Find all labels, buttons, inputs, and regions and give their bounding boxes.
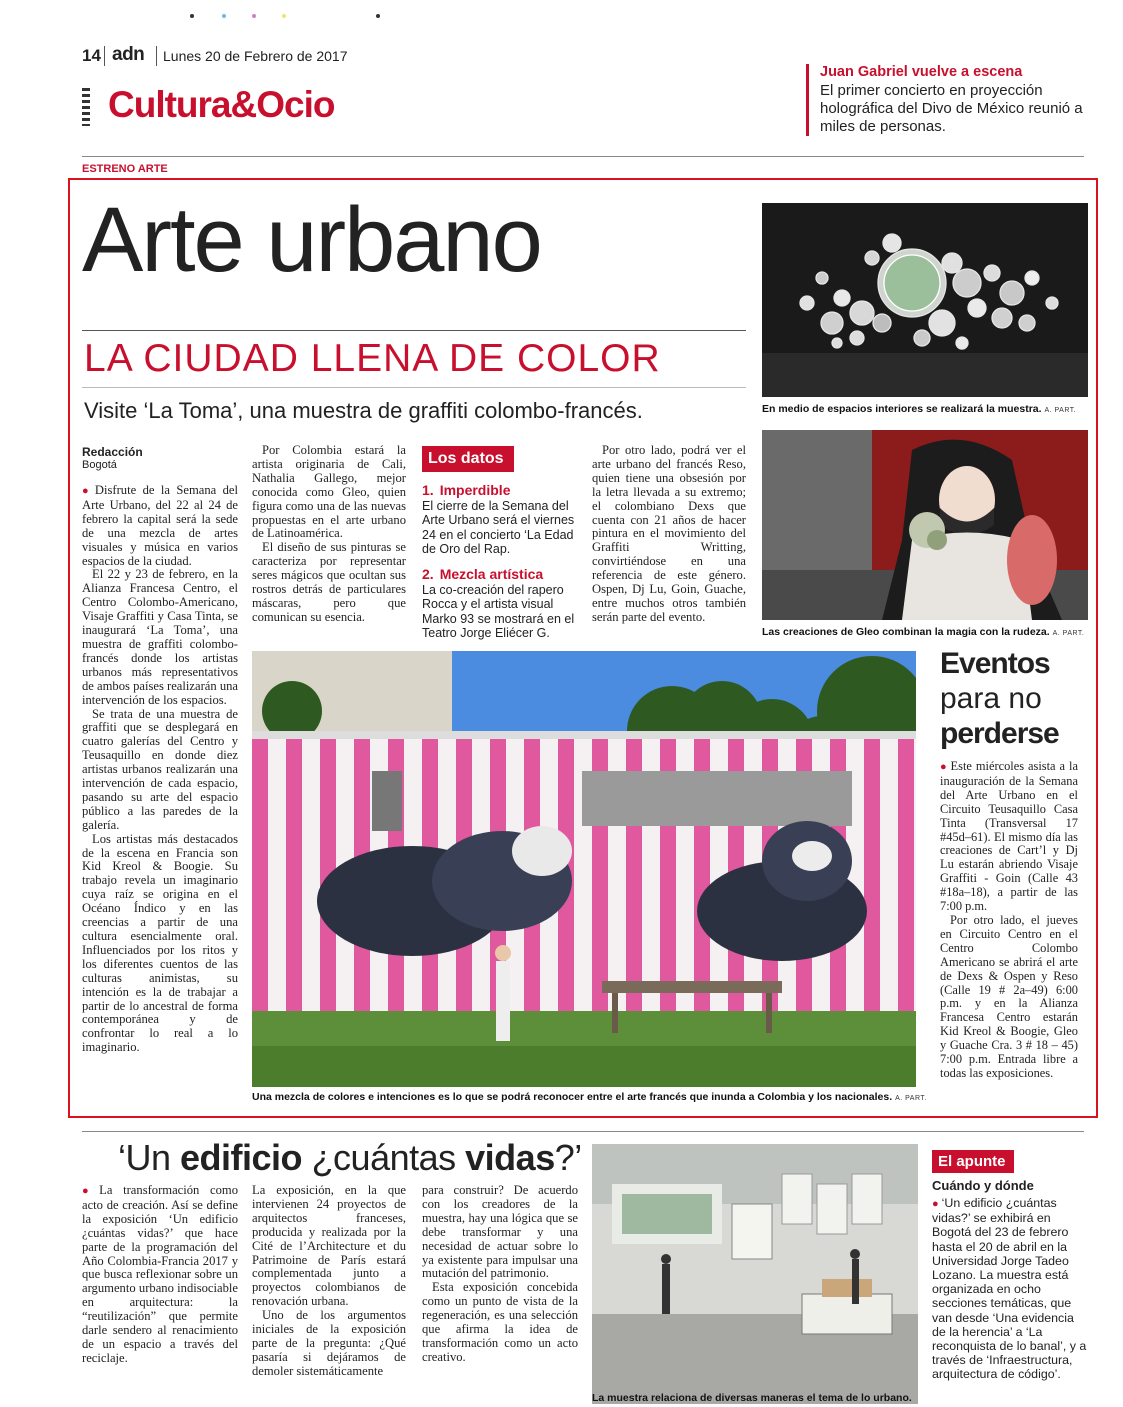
paragraph: Los artistas más destacados de la escena en Francia son Kid Kreol & Boogie. Su trabajo revela un imaginario cuya raíz se origina en el Océano Índico y en las creencias a partir de una cultura esencialmente oral. Influenciados por los ritos y los diferentes cuentos de las culturas animistas, su intención es la de trabajar a partir de lo ancestral de forma contemporánea y de confrontar lo real a lo imaginario. bbox=[82, 831, 238, 1055]
apunte-text bbox=[932, 1196, 1090, 1382]
paragraph: Por otro lado, podrá ver el arte urbano del francés Reso, quien tiene una obsesión por la letra llevada a su extremo; el colombiano Dexs que cuenta con 21 años de hacer pintura en el movimiento del Graffiti Writting, convirtiéndose en una referencia de este género. Ospen, Dj Lu, Goin, Guache, entre muchos otros también serán parte del evento. bbox=[592, 443, 746, 624]
header-divider bbox=[104, 46, 105, 66]
events-body bbox=[940, 760, 1078, 1081]
teaser-title: Juan Gabriel vuelve a escena bbox=[820, 64, 1023, 80]
section-rule bbox=[82, 1131, 1084, 1132]
paragraph: Este miércoles asista a la inauguración de la Semana del Arte Urbano en el Circuito Teusaquillo Casa Tinta (Transversal 17 #45d–61). El mismo día las creaciones de Cart’l y Dj Lu estarán abriendo Visaje Graffiti - Goin (Calle 43 #18a–18), a partir de las 7:00 p.m. bbox=[940, 759, 1078, 914]
second-column-3 bbox=[422, 1184, 578, 1365]
datos-item bbox=[422, 480, 582, 556]
headline-rule bbox=[82, 330, 746, 331]
bullet-icon: ● bbox=[82, 1185, 97, 1197]
brand-logo: adn bbox=[112, 44, 145, 65]
article-column-4 bbox=[592, 444, 746, 625]
paragraph: Disfrute de la Semana del Arte Urbano, del 22 al 24 de febrero la capital será la sede de una mezcla de artes visuales y música en varios espacios de la ciudad. bbox=[82, 483, 238, 568]
caption-text: Una mezcla de colores e intenciones es lo que se podrá reconocer entre el arte francés que inunda a Colombia y los nacionales. bbox=[252, 1091, 893, 1103]
caption-text: Las creaciones de Gleo combinan la magia con la rudeza. bbox=[762, 626, 1050, 638]
headline-part: vidas bbox=[465, 1137, 555, 1178]
paragraph: Por Colombia estará la artista originaria de Cali, Nathalia Gallego, mejor conocida como Gleo, quien figura como una de las nuevas propuestas en el arte urbano de Latinoamérica. bbox=[252, 443, 406, 541]
subheadline-rule bbox=[82, 387, 746, 388]
paragraph: ‘Un edificio ¿cuántas vidas?’ se exhibirá en Bogotá del 23 de febrero hasta el 20 de abril en la Universidad Jorge Tadeo Lozano. La muestra está organizada en ocho secciones temáticas, que van desde ‘Una evidencia de la herencia’ a ‘La reconquista de lo banal’, y a través de ‘Infraestructura, arquitectura de código’. bbox=[932, 1196, 1087, 1382]
second-column-2 bbox=[252, 1184, 406, 1379]
section-marker bbox=[82, 88, 90, 126]
bullet-icon: ● bbox=[940, 761, 948, 773]
subheadline: LA CIUDAD LLENA DE COLOR bbox=[84, 337, 661, 380]
photo-caption bbox=[762, 626, 1092, 638]
byline-location: Bogotá bbox=[82, 459, 117, 471]
bullet-icon: ● bbox=[82, 485, 92, 497]
datos-item-head: Imperdible bbox=[439, 482, 511, 498]
paragraph: Uno de los argumentos iniciales de la exposición parte de la pregunta: ¿Qué pasaría si dejáramos de demoler sistemáticamente bbox=[252, 1308, 406, 1378]
paragraph: La exposición, en la que intervienen 24 proyectos de arquitectos franceses, producida y realizada por la Cité de l’Architecture et du Patrimoine de París estará complementada junto a proyectos colombianos de renovación urbana. bbox=[252, 1183, 406, 1309]
paragraph: El 22 y 23 de febrero, en la Alianza Francesa Centro, el Centro Colombo-Americano, Visaje Graffiti y Casa Tinta, se inaugurará ‘La Toma’, una muestra de graffiti colombo-francés donde los artistas urbanos más representativos de ambos países realizarán una intervención de los espacios. bbox=[82, 567, 238, 707]
photo-caption bbox=[762, 403, 1092, 415]
paragraph: La transformación como acto de creación. Así se define la exposición ‘Un edificio ¿cuántas vidas?’ que hace parte de la programación del Año Colombia-Francia 2017 y que busca reflexionar sobre un argumento urbano indisociable en arquitectura: la “reutilización” que permite darle sendero al renacimiento de un espacio a través del reciclaje. bbox=[82, 1183, 238, 1365]
paragraph: El diseño de sus pinturas se caracteriza por representar seres mágicos que ocultan sus rostros detrás de particulares máscaras, pero que comunican su esencia. bbox=[252, 540, 406, 624]
registration-marks bbox=[190, 12, 390, 22]
datos-item-number: 2. bbox=[422, 566, 434, 583]
paragraph: Se trata de una muestra de graffiti que se desplegará en cuatro galerías del Centro y Teusaquillo en donde diez artistas urbanos realizarán una intervención de cada espacio, pasando su arte del espacio público a las paredes de la galería. bbox=[82, 706, 238, 832]
events-title-line: perderse bbox=[940, 717, 1059, 750]
events-title-line: Eventos bbox=[940, 647, 1050, 680]
deck: Visite ‘La Toma’, una muestra de graffiti colombo-francés. bbox=[84, 398, 643, 423]
second-column-1 bbox=[82, 1184, 238, 1366]
datos-title-text: Los datos bbox=[428, 450, 504, 467]
photo-interior-mural bbox=[762, 203, 1088, 397]
page-number: 14 bbox=[82, 46, 101, 65]
paragraph: Por otro lado, el jueves en Circuito Centro en el Centro Colombo Americano se abrirá el arte de Dexs & Ospen y Reso (Calle 19 # 2a–49) 6:00 p.m. y en la Alianza Francesa Centro estarán Kid Kreol & Boogie, Gleo y Guache Cra. 3 # 18 – 45) 7:00 p.m. Entrada libre a todas las exposiciones. bbox=[940, 912, 1078, 1080]
datos-box bbox=[422, 446, 582, 640]
photo-gleo-mural bbox=[762, 430, 1088, 620]
photo-credit: A. PART. bbox=[1052, 630, 1085, 637]
headline-part: ‘Un bbox=[118, 1137, 181, 1178]
apunte-title: El apunte bbox=[932, 1150, 1014, 1173]
article-column-1 bbox=[82, 484, 238, 1055]
photo-exhibition bbox=[592, 1144, 918, 1404]
photo-credit: A. PART. bbox=[1044, 407, 1077, 414]
datos-item-head: Mezcla artística bbox=[439, 566, 544, 583]
datos-item-text: El cierre de la Semana del Arte Urbano será el viernes 24 en el concierto ‘La Edad de Oro del Rap. bbox=[422, 499, 575, 556]
caption-text: En medio de espacios interiores se realizará la muestra. bbox=[762, 403, 1042, 415]
datos-item-number: 1. bbox=[422, 482, 434, 498]
datos-item bbox=[422, 564, 582, 640]
byline: Redacción bbox=[82, 445, 143, 459]
kicker: ESTRENO ARTE bbox=[82, 163, 168, 175]
header-rule bbox=[82, 156, 1084, 157]
second-headline bbox=[118, 1136, 582, 1180]
apunte-subtitle: Cuándo y dónde bbox=[932, 1178, 1034, 1193]
datos-title bbox=[422, 446, 514, 472]
teaser-rule bbox=[806, 64, 809, 136]
headline-part: ?’ bbox=[554, 1137, 582, 1178]
teaser-text: El primer concierto en proyección holográfica del Divo de México reunió a miles de personas. bbox=[820, 82, 1083, 135]
headline-part: edificio bbox=[180, 1137, 303, 1178]
photo-caption bbox=[252, 1091, 932, 1103]
header-divider-2 bbox=[156, 46, 157, 66]
headline: Arte urbano bbox=[82, 189, 541, 291]
photo-striped-mural bbox=[252, 651, 916, 1087]
bullet-icon: ● bbox=[932, 1198, 939, 1210]
article-column-2 bbox=[252, 444, 406, 625]
photo-credit: A. PART. bbox=[895, 1095, 927, 1102]
paragraph: para construir? De acuerdo con los creadores de la muestra, hay una lógica que se debe transformar y una necesidad de actuar sobre lo ya existente para impulsar una mutación del patrimonio. bbox=[422, 1183, 578, 1281]
photo-caption: La muestra relaciona de diversas maneras el tema de lo urbano. bbox=[592, 1392, 912, 1404]
paragraph: Esta exposición concebida como un punto de vista de la regeneración, es una selección que afirma la idea de transformación como un acto creativo. bbox=[422, 1280, 578, 1364]
events-title-line: para no bbox=[940, 682, 1042, 715]
datos-item-text: La co-creación del rapero Rocca y el artista visual Marko 93 se mostrará en el Teatro Jorge Eliécer G. bbox=[422, 583, 575, 641]
headline-part: ¿cuántas bbox=[302, 1137, 466, 1178]
section-title: Cultura&Ocio bbox=[108, 84, 335, 125]
events-title bbox=[940, 646, 1090, 751]
issue-date: Lunes 20 de Febrero de 2017 bbox=[163, 48, 348, 64]
